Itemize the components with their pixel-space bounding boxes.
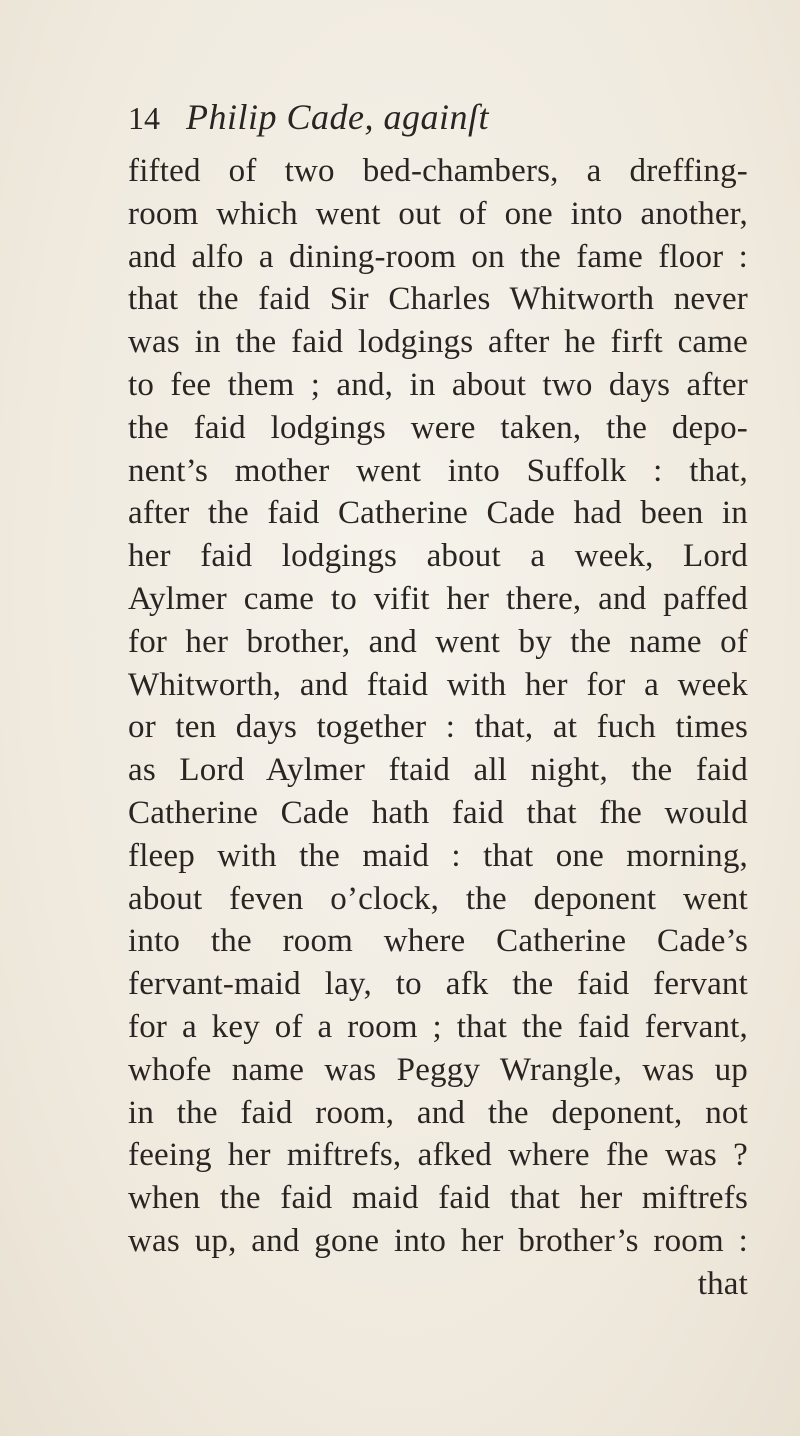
text-line: feeing her miftrefs, afked where fhe was ? [128, 1137, 748, 1174]
text-line: fleep with the maid : that one morning, [128, 837, 748, 874]
text-line: fifted of two bed-chambers, a dreffing- [128, 153, 748, 189]
text-line: fervant-maid lay, to afk the faid fervant [128, 966, 748, 1003]
text-line: into the room where Catherine Cade’s [128, 923, 748, 960]
page-number: 14 [128, 100, 160, 136]
page-header [128, 96, 728, 148]
text-line: whofe name was Peggy Wrangle, was up [128, 1051, 748, 1088]
text-line: was in the faid lodgings after he firft came [128, 324, 748, 361]
body-text [128, 150, 748, 1306]
text-line: to fee them ; and, in about two days after [128, 366, 748, 403]
text-line: for her brother, and went by the name of [128, 623, 748, 660]
text-line: or ten days together : that, at fuch times [128, 709, 748, 746]
text-line: Whitworth, and ftaid with her for a week [128, 666, 748, 703]
text-line: as Lord Aylmer ftaid all night, the faid [128, 752, 748, 789]
text-line: Aylmer came to vifit her there, and paffed [128, 580, 748, 617]
text-line: her faid lodgings about a week, Lord [128, 538, 748, 575]
text-line: nent’s mother went into Suffolk : that, [128, 452, 748, 489]
text-line: that the faid Sir Charles Whitworth never [128, 281, 748, 318]
text-line: and alfo a dining-room on the fame floor : [128, 238, 748, 275]
text-line: for a key of a room ; that the faid fervant, [128, 1008, 748, 1045]
text-line: was up, and gone into her brother’s room : [128, 1222, 748, 1259]
catchword: that [697, 1265, 748, 1302]
text-line: room which went out of one into another, [128, 195, 748, 232]
text-line: after the faid Catherine Cade had been in [128, 495, 748, 532]
text-line: Catherine Cade hath faid that fhe would [128, 794, 748, 831]
text-line: about feven o’clock, the deponent went [128, 880, 748, 917]
text-line: in the faid room, and the deponent, not [128, 1094, 748, 1131]
running-head: Philip Cade, againſt [186, 97, 489, 137]
text-line: the faid lodgings were taken, the depo- [128, 409, 748, 446]
text-line: when the faid maid faid that her miftrefs [128, 1180, 748, 1217]
